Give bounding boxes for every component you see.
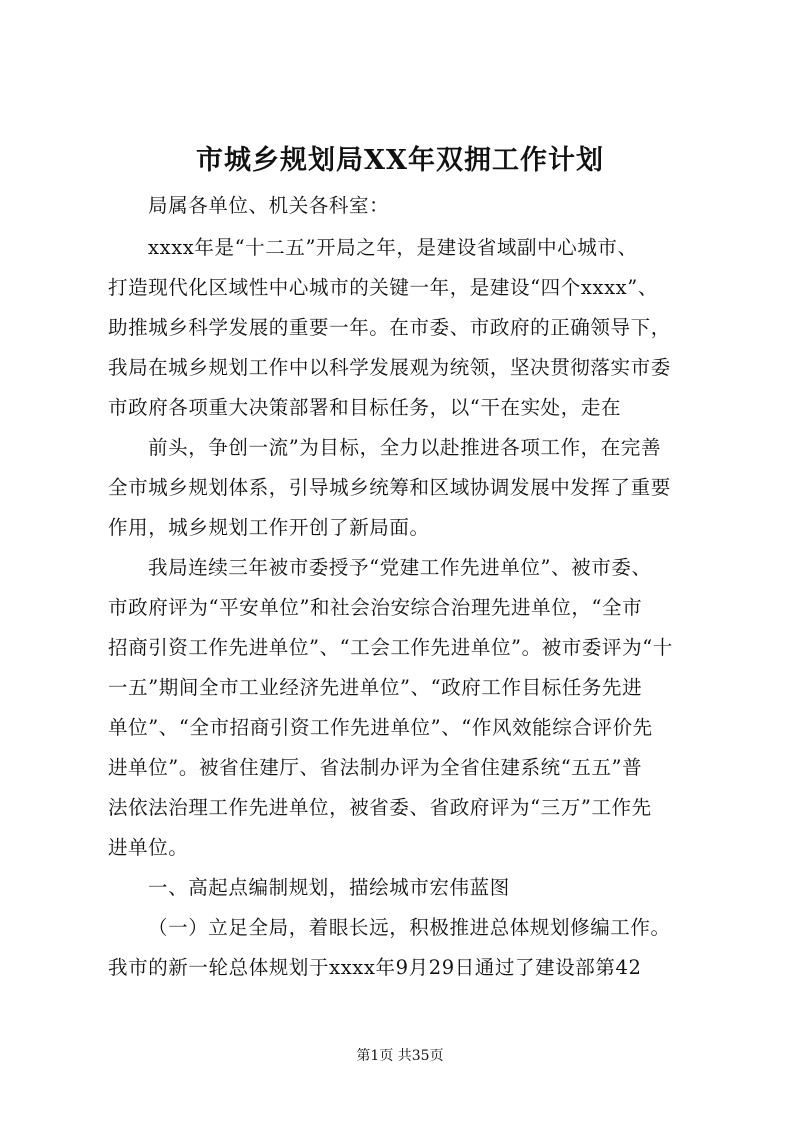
text-line: xxxx年是“十二五”开局之年，是建设省域副中心城市、 xyxy=(148,236,638,259)
text-line: 市政府评为“平安单位”和社会治安综合治理先进单位，“全市 xyxy=(108,596,643,619)
text-line: 打造现代化区域性中心城市的关键一年，是建设“四个xxxx”、 xyxy=(108,276,658,299)
text-line: 一五”期间全市工业经济先进单位”、“政府工作目标任务先进 xyxy=(108,676,643,699)
text-line: 进单位”。被省住建厅、省法制办评为全省住建系统“五五”普 xyxy=(108,756,643,779)
text-line: 进单位。 xyxy=(108,836,189,859)
text-line: 单位”、“全市招商引资工作先进单位”、“作风效能综合评价先 xyxy=(108,716,653,739)
section-heading: 一、高起点编制规划，描绘城市宏伟蓝图 xyxy=(148,876,510,899)
document-title: 市城乡规划局XX年双拥工作计划 xyxy=(196,145,604,176)
salutation-line: 局属各单位、机关各科室： xyxy=(148,194,390,217)
page-number-footer: 第1页 共35页 xyxy=(356,1048,444,1064)
text-line: 前头，争创一流”为目标，全力以赴推进各项工作，在完善 xyxy=(148,436,662,459)
text-line: 招商引资工作先进单位”、“工会工作先进单位”。被市委评为“十 xyxy=(108,636,673,659)
text-line: 我市的新一轮总体规划于xxxx年9月29日通过了建设部第42 xyxy=(108,956,642,979)
text-line: 全市城乡规划体系，引导城乡统筹和区域协调发展中发挥了重要 xyxy=(108,476,671,499)
text-line: 法依法治理工作先进单位，被省委、省政府评为“三万”工作先 xyxy=(108,796,652,819)
text-line: 助推城乡科学发展的重要一年。在市委、市政府的正确领导下， xyxy=(108,316,671,339)
text-line: 作用，城乡规划工作开创了新局面。 xyxy=(108,516,430,539)
text-line: 市政府各项重大决策部署和目标任务，以“干在实处，走在 xyxy=(108,396,622,419)
text-line: 我局在城乡规划工作中以科学发展观为统领，坚决贯彻落实市委 xyxy=(108,356,671,379)
subsection-heading: （一）立足全局，着眼长远，积极推进总体规划修编工作。 xyxy=(148,916,671,939)
text-line: 我局连续三年被市委授予“党建工作先进单位”、被市委、 xyxy=(148,556,652,579)
